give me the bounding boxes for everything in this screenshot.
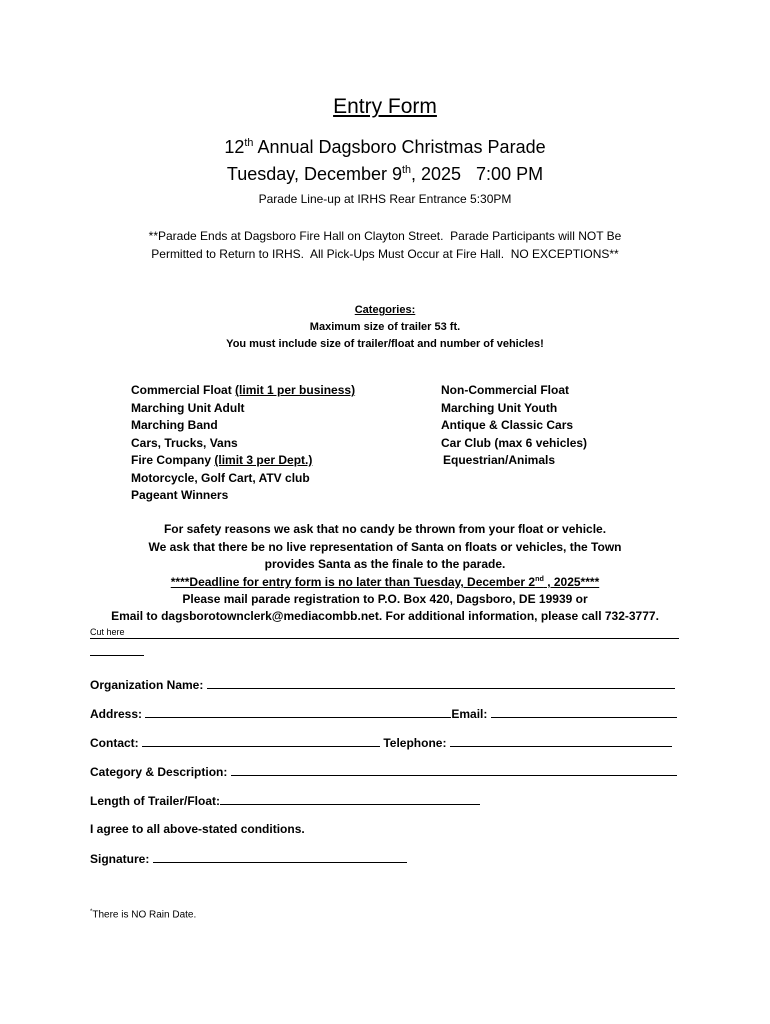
contact-telephone-field: Contact: Telephone: [90,735,672,750]
length-blank[interactable] [220,793,480,805]
category-item: Marching Band [131,418,218,432]
trailer-requirement: You must include size of trailer/float and number of vehicles! [226,338,544,350]
category-item: Antique & Classic Cars [441,418,574,432]
organization-blank[interactable] [207,677,675,689]
category-item: Car Club (max 6 vehicles) [441,435,588,450]
category-list-right [441,382,587,470]
category-item: Marching Unit Adult [131,400,245,415]
telephone-blank[interactable] [450,735,672,747]
address-blank[interactable] [145,706,451,718]
category-item: Cars, Trucks, Vans [131,435,238,450]
safety-notice: For safety reasons we ask that no candy be thrown from your float or vehicle. [163,522,607,536]
organization-field: Organization Name: [90,677,675,692]
deadline-notice: ****Deadline for entry form is no later than Tuesday, December 2nd , 2025**** [170,574,600,589]
category-item: Commercial Float (limit 1 per business) [131,383,356,397]
cut-line-short [90,655,144,656]
category-description-field: Category & Description: [90,764,677,779]
santa-notice-line-2: provides Santa as the finale to the parade. [264,557,506,571]
trailer-max-size: Maximum size of trailer 53 ft. [309,321,461,333]
contact-blank[interactable] [142,735,380,747]
category-item: Marching Unit Youth [441,400,558,415]
email-blank[interactable] [491,706,677,718]
cut-here-label: Cut here [90,627,125,637]
categories-heading: Categories: [354,304,416,316]
lineup-info: Parade Line-up at IRHS Rear Entrance 5:30PM [258,192,512,206]
parade-name: 12th Annual Dagsboro Christmas Parade [224,137,546,157]
mail-instructions: Please mail parade registration to P.O. Box 420, Dagsboro, DE 19939 or [182,592,588,606]
email-instructions: Email to dagsborotownclerk@mediacombb.net. For additional information, please call 732-3777. [111,609,659,623]
rain-date-footnote: *There is NO Rain Date. [90,909,197,921]
notice-line-1: **Parade Ends at Dagsboro Fire Hall on Clayton Street. Parade Participants will NOT Be [148,229,622,243]
category-item: Motorcycle, Golf Cart, ATV club [131,470,310,485]
agreement-statement: I agree to all above-stated conditions. [90,822,305,836]
santa-notice-line-1: We ask that there be no live representation of Santa on floats or vehicles, the Town [148,540,622,554]
cut-line [90,638,679,639]
notice-line-2: Permitted to Return to IRHS. All Pick-Ups Must Occur at Fire Hall. NO EXCEPTIONS** [151,247,619,261]
category-item: Fire Company (limit 3 per Dept.) [131,453,313,467]
category-item: Pageant Winners [131,488,229,502]
address-email-field: Address: Email: [90,706,677,721]
parade-date: Tuesday, December 9th, 2025 7:00 PM [226,164,544,184]
category-item: Non-Commercial Float [441,383,570,397]
signature-field: Signature: [90,851,407,866]
category-list-left [131,382,355,505]
signature-blank[interactable] [153,851,407,863]
category-blank[interactable] [231,764,677,776]
length-field: Length of Trailer/Float: [90,793,480,808]
page-title: Entry Form [333,95,437,118]
category-item: Equestrian/Animals [443,453,556,467]
